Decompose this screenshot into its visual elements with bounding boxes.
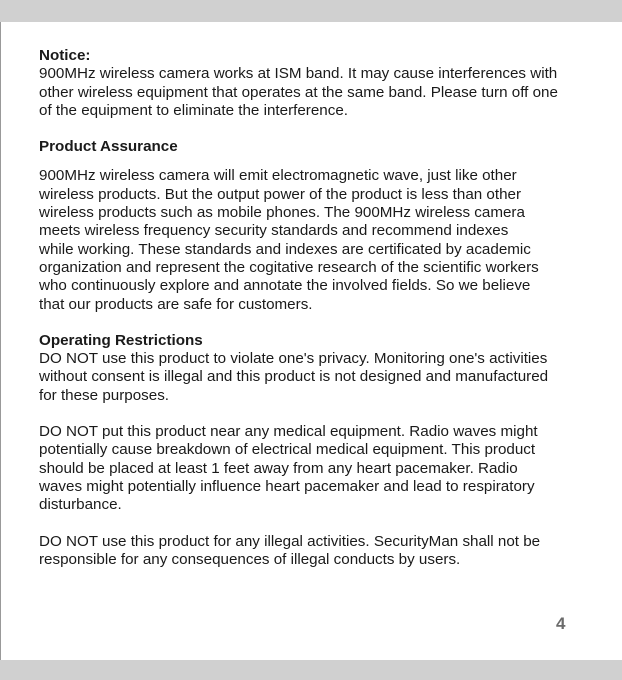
notice-text: 900MHz wireless camera works at ISM band. It may cause interferences with other wireless equipment that operates at the same band. Please turn off one of the equipment to eliminate the interference. — [39, 65, 558, 119]
document-body — [39, 47, 609, 569]
restriction-illegal-use: DO NOT use this product for any illegal activities. SecurityMan shall not be responsible for any consequences of illegal conducts by users. — [39, 532, 541, 568]
restriction-medical: DO NOT put this product near any medical equipment. Radio waves might potentially cause breakdown of electrical medical equipment. This product should be placed at least 1 feet away from any heart pacemaker. Radio waves might potentially influence heart pacemaker and lead to respiratory disturbance. — [39, 423, 538, 514]
operating-restrictions-section — [39, 332, 609, 569]
product-assurance-heading: Product Assurance — [39, 138, 178, 156]
product-assurance-text: 900MHz wireless camera will emit electromagnetic wave, just like other wireless products. But the output power of the product is less than other wireless products such as mobile phones. The 900MHz wireless camera meets wireless frequency security standards and recommend indexes while working. These standards and indexes are certificated by academic organization and represent the cogitative research of the scientific workers who continuously explore and annotate the involved fields. So we believe that our products are safe for customers. — [39, 167, 539, 313]
operating-restrictions-heading: Operating Restrictions — [39, 331, 203, 349]
notice-section — [39, 47, 609, 120]
top-band — [0, 0, 622, 22]
page-number: 4 — [556, 614, 566, 633]
product-assurance-section — [39, 138, 609, 314]
left-edge-rule — [0, 22, 1, 660]
restriction-privacy: DO NOT use this product to violate one's privacy. Monitoring one's activities without consent is illegal and this product is not designed and manufactured for these purposes. — [39, 350, 549, 404]
notice-heading: Notice: — [39, 47, 91, 64]
bottom-band — [0, 660, 622, 680]
